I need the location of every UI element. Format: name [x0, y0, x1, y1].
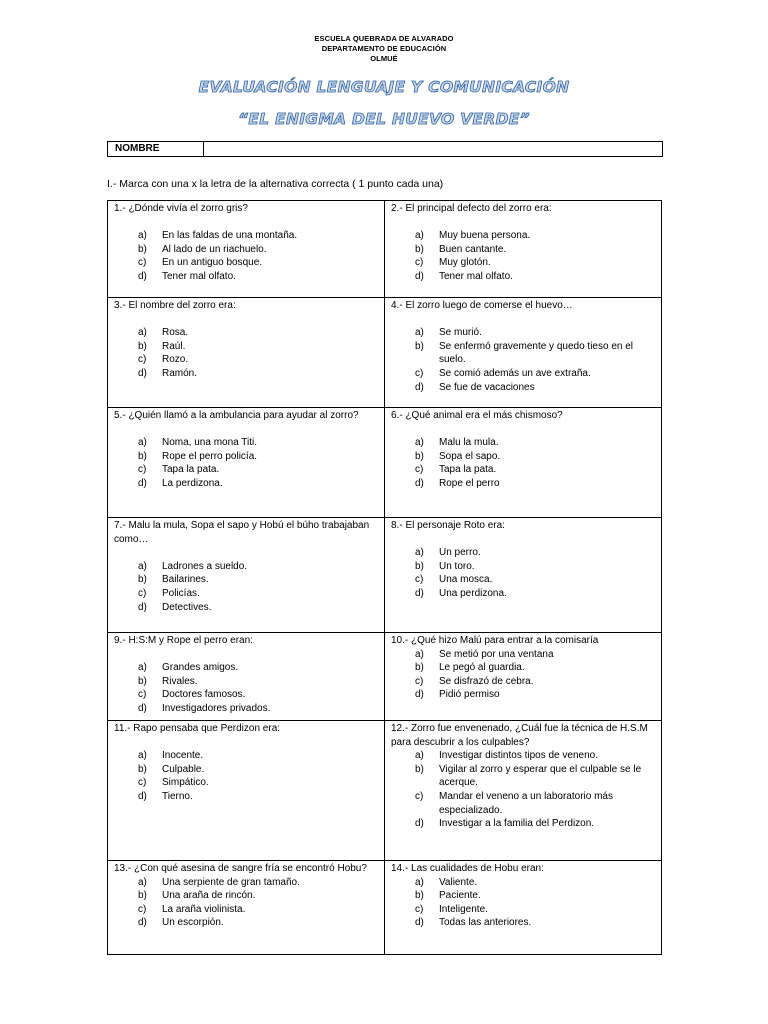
options-list — [391, 648, 655, 702]
option-text: Pidió permiso — [439, 689, 500, 701]
question-cell — [108, 721, 385, 861]
option-letter: b) — [415, 890, 424, 902]
option-letter: a) — [415, 547, 424, 559]
option-text: Detectives. — [162, 601, 212, 613]
option-text: Ladrones a sueldo. — [162, 560, 248, 572]
option-text: En un antiguo bosque. — [162, 257, 263, 269]
option-text: Investigar distintos tipos de veneno. — [439, 750, 598, 762]
name-field[interactable] — [204, 142, 662, 156]
option-text: Muy buena persona. — [439, 230, 531, 242]
option-letter: d) — [415, 587, 424, 599]
option-letter: d) — [138, 790, 147, 802]
options-list — [391, 326, 655, 394]
option-letter: b) — [138, 574, 147, 586]
option-text: Bailarines. — [162, 574, 209, 586]
option-letter: c) — [138, 587, 147, 599]
option-letter: b) — [415, 662, 424, 674]
question-row — [108, 298, 662, 408]
option-letter: d) — [138, 367, 147, 379]
option-letter: d) — [415, 917, 424, 929]
question-text: 11.- Rapo pensaba que Perdizon era: — [114, 723, 281, 734]
answer-option[interactable] — [114, 256, 378, 270]
answer-option[interactable] — [114, 702, 378, 716]
option-letter: b) — [415, 340, 424, 352]
options-list — [114, 326, 378, 380]
answer-option[interactable] — [114, 243, 378, 257]
questions-table — [107, 200, 662, 955]
answer-option[interactable] — [114, 450, 378, 464]
options-list — [114, 876, 378, 930]
question-row — [108, 518, 662, 633]
option-letter: c) — [415, 675, 424, 687]
option-letter: c) — [415, 574, 424, 586]
answer-option[interactable] — [391, 436, 655, 450]
option-text: Sopa el sapo. — [439, 450, 501, 462]
answer-option[interactable] — [391, 340, 655, 367]
option-text: Se comió además un ave extraña. — [439, 367, 591, 379]
answer-option[interactable] — [391, 477, 655, 491]
answer-option[interactable] — [114, 436, 378, 450]
option-text: Una mosca. — [439, 574, 493, 586]
answer-option[interactable] — [114, 326, 378, 340]
question-text: 3.- El nombre del zorro era: — [114, 300, 236, 311]
option-letter: a) — [138, 876, 147, 888]
answer-option[interactable] — [114, 477, 378, 491]
answer-option[interactable] — [114, 675, 378, 689]
question-cell — [385, 518, 662, 633]
question-text: 10.- ¿Qué hizo Malú para entrar a la comisaría — [391, 635, 599, 646]
option-letter: a) — [138, 327, 147, 339]
option-letter: c) — [415, 790, 424, 802]
option-letter: a) — [138, 560, 147, 572]
answer-option[interactable] — [391, 243, 655, 257]
answer-option[interactable] — [391, 675, 655, 689]
answer-option[interactable] — [391, 763, 655, 790]
answer-option[interactable] — [114, 903, 378, 917]
name-row — [107, 141, 663, 157]
option-letter: c) — [415, 367, 424, 379]
answer-option[interactable] — [391, 876, 655, 890]
answer-option[interactable] — [114, 353, 378, 367]
answer-option[interactable] — [391, 790, 655, 817]
answer-option[interactable] — [114, 367, 378, 381]
option-letter: b) — [415, 243, 424, 255]
question-cell — [385, 633, 662, 721]
question-cell — [385, 298, 662, 408]
question-text: 2.- El principal defecto del zorro era: — [391, 203, 552, 214]
option-text: Buen cantante. — [439, 243, 507, 255]
option-text: Investigadores privados. — [162, 702, 271, 714]
option-text: Grandes amigos. — [162, 662, 239, 674]
option-text: Todas las anteriores. — [439, 917, 532, 929]
option-letter: a) — [138, 662, 147, 674]
answer-option[interactable] — [391, 367, 655, 381]
answer-option[interactable] — [391, 573, 655, 587]
question-cell — [108, 518, 385, 633]
answer-option[interactable] — [391, 903, 655, 917]
option-letter: a) — [138, 750, 147, 762]
option-text: Inocente. — [162, 750, 204, 762]
answer-option[interactable] — [391, 661, 655, 675]
answer-option[interactable] — [391, 463, 655, 477]
option-text: Malu la mula. — [439, 437, 499, 449]
answer-option[interactable] — [114, 560, 378, 574]
option-text: Tener mal olfato. — [162, 270, 236, 282]
question-cell — [108, 298, 385, 408]
question-cell — [108, 408, 385, 518]
option-letter: a) — [415, 437, 424, 449]
option-letter: c) — [415, 903, 424, 915]
answer-option[interactable] — [391, 688, 655, 702]
option-text: Una serpiente de gran tamaño. — [162, 876, 300, 888]
option-text: Ramón. — [162, 367, 198, 379]
option-letter: b) — [138, 243, 147, 255]
question-text: 14.- Las cualidades de Hobu eran: — [391, 863, 544, 874]
question-cell — [385, 408, 662, 518]
answer-option[interactable] — [391, 817, 655, 831]
option-letter: a) — [415, 230, 424, 242]
question-row — [108, 861, 662, 955]
option-text: Policías. — [162, 587, 200, 599]
answer-option[interactable] — [391, 381, 655, 395]
option-text: Tierno. — [162, 790, 193, 802]
option-letter: a) — [415, 327, 424, 339]
option-text: Culpable. — [162, 763, 205, 775]
answer-option[interactable] — [114, 790, 378, 804]
option-letter: d) — [415, 689, 424, 701]
option-letter: d) — [415, 477, 424, 489]
option-letter: c) — [138, 354, 147, 366]
option-letter: b) — [138, 340, 147, 352]
option-letter: a) — [138, 230, 147, 242]
option-letter: d) — [138, 477, 147, 489]
answer-option[interactable] — [114, 340, 378, 354]
question-row — [108, 633, 662, 721]
option-letter: d) — [415, 381, 424, 393]
school-header — [0, 34, 768, 64]
option-text: Rozo. — [162, 354, 189, 366]
answer-option[interactable] — [114, 776, 378, 790]
question-row — [108, 408, 662, 518]
option-text: Raúl. — [162, 340, 186, 352]
question-cell — [385, 721, 662, 861]
department-name: DEPARTAMENTO DE EDUCACIÓN — [321, 44, 447, 53]
option-text: La araña violinista. — [162, 903, 246, 915]
option-letter: d) — [415, 270, 424, 282]
option-text: Un toro. — [439, 560, 475, 572]
option-letter: d) — [138, 702, 147, 714]
options-list — [391, 546, 655, 600]
option-text: Valiente. — [439, 876, 478, 888]
option-text: Paciente. — [439, 890, 481, 902]
options-list — [114, 436, 378, 490]
option-letter: d) — [138, 917, 147, 929]
answer-option[interactable] — [114, 688, 378, 702]
option-text: Doctores famosos. — [162, 689, 246, 701]
answer-option[interactable] — [391, 916, 655, 930]
option-text: Se disfrazó de cebra. — [439, 675, 534, 687]
question-text: 7.- Malu la mula, Sopa el sapo y Hobú el búho trabajaban como… — [114, 520, 370, 545]
option-text: Una araña de rincón. — [162, 890, 256, 902]
option-text: Rivales. — [162, 675, 198, 687]
option-text: Le pegó al guardia. — [439, 662, 525, 674]
question-text: 4.- El zorro luego de comerse el huevo… — [391, 300, 573, 311]
question-cell — [108, 201, 385, 298]
answer-option[interactable] — [391, 270, 655, 284]
option-letter: c) — [138, 257, 147, 269]
answer-option[interactable] — [114, 587, 378, 601]
question-text: 6.- ¿Qué animal era el más chismoso? — [391, 410, 563, 421]
option-text: En las faldas de una montaña. — [162, 230, 298, 242]
option-letter: a) — [415, 876, 424, 888]
answer-option[interactable] — [391, 648, 655, 662]
option-letter: d) — [138, 270, 147, 282]
options-list — [114, 560, 378, 614]
answer-option[interactable] — [114, 876, 378, 890]
instructions: I.- Marca con una x la letra de la alternativa correcta ( 1 punto cada una) — [107, 178, 444, 190]
answer-option[interactable] — [391, 256, 655, 270]
option-text: Tapa la pata. — [439, 464, 497, 476]
option-text: Inteligente. — [439, 903, 488, 915]
question-text: 1.- ¿Dónde vivía el zorro gris? — [114, 203, 248, 214]
option-text: Al lado de un riachuelo. — [162, 243, 267, 255]
option-text: Rosa. — [162, 327, 189, 339]
answer-option[interactable] — [114, 889, 378, 903]
option-text: Un escorpión. — [162, 917, 224, 929]
question-cell — [108, 633, 385, 721]
option-text: Un perro. — [439, 547, 481, 559]
option-letter: b) — [415, 763, 424, 775]
question-text: 5.- ¿Quién llamó a la ambulancia para ayudar al zorro? — [114, 410, 359, 421]
option-text: Rope el perro — [439, 477, 500, 489]
answer-option[interactable] — [391, 326, 655, 340]
option-text: Se enfermó gravemente y quedo tieso en el suelo. — [439, 340, 634, 366]
option-text: Mandar el veneno a un laboratorio más especializado. — [439, 790, 613, 816]
question-cell — [385, 201, 662, 298]
option-text: Simpático. — [162, 777, 209, 789]
answer-option[interactable] — [391, 450, 655, 464]
answer-option[interactable] — [114, 601, 378, 615]
city-name: OLMUÉ — [370, 54, 398, 63]
answer-option[interactable] — [391, 546, 655, 560]
answer-option[interactable] — [391, 749, 655, 763]
option-letter: b) — [138, 450, 147, 462]
option-letter: a) — [415, 648, 424, 660]
option-letter: b) — [138, 763, 147, 775]
option-text: Se fue de vacaciones — [439, 381, 535, 393]
option-letter: c) — [138, 689, 147, 701]
evaluation-title: EVALUACIÓN LENGUAJE Y COMUNICACIÓN — [198, 78, 570, 96]
option-text: Tener mal olfato. — [439, 270, 513, 282]
answer-option[interactable] — [391, 560, 655, 574]
option-letter: b) — [138, 675, 147, 687]
name-label: NOMBRE — [108, 142, 204, 156]
options-list — [114, 229, 378, 283]
option-text: Una perdizona. — [439, 587, 507, 599]
option-letter: d) — [415, 818, 424, 830]
story-title: “EL ENIGMA DEL HUEVO VERDE” — [238, 110, 530, 128]
option-text: Investigar a la familia del Perdizon. — [439, 818, 595, 830]
option-letter: c) — [415, 257, 424, 269]
option-letter: c) — [138, 777, 147, 789]
answer-option[interactable] — [391, 587, 655, 601]
answer-option[interactable] — [114, 229, 378, 243]
options-list — [391, 436, 655, 490]
question-text: 8.- El personaje Roto era: — [391, 520, 505, 531]
option-text: Se murió. — [439, 327, 482, 339]
options-list — [391, 876, 655, 930]
answer-option[interactable] — [114, 916, 378, 930]
question-cell — [108, 861, 385, 955]
option-letter: c) — [138, 464, 147, 476]
question-text: 13.- ¿Con qué asesina de sangre fría se encontró Hobu? — [114, 863, 367, 874]
question-text: 12.- Zorro fue envenenado, ¿Cuál fue la técnica de H.S.M para descubrir a los culpables? — [391, 723, 648, 748]
options-list — [114, 661, 378, 715]
option-letter: b) — [415, 560, 424, 572]
option-letter: c) — [138, 903, 147, 915]
answer-option[interactable] — [114, 763, 378, 777]
answer-option[interactable] — [114, 573, 378, 587]
option-letter: d) — [138, 601, 147, 613]
option-text: Muy glotón. — [439, 257, 491, 269]
option-text: Vigilar al zorro y esperar que el culpable se le acerque. — [439, 763, 642, 789]
option-text: La perdizona. — [162, 477, 223, 489]
question-cell — [385, 861, 662, 955]
option-letter: b) — [138, 890, 147, 902]
answer-option[interactable] — [114, 661, 378, 675]
answer-option[interactable] — [114, 463, 378, 477]
option-text: Se metió por una ventana — [439, 648, 554, 660]
option-text: Rope el perro policía. — [162, 450, 258, 462]
question-row — [108, 721, 662, 861]
answer-option[interactable] — [391, 889, 655, 903]
answer-option[interactable] — [391, 229, 655, 243]
option-letter: a) — [415, 750, 424, 762]
options-list — [391, 749, 655, 831]
question-row — [108, 201, 662, 298]
option-letter: b) — [415, 450, 424, 462]
school-name: ESCUELA QUEBRADA DE ALVARADO — [314, 34, 454, 43]
option-letter: a) — [138, 437, 147, 449]
option-letter: c) — [415, 464, 424, 476]
answer-option[interactable] — [114, 270, 378, 284]
answer-option[interactable] — [114, 749, 378, 763]
options-list — [391, 229, 655, 283]
option-text: Noma, una mona Titi. — [162, 437, 258, 449]
option-text: Tapa la pata. — [162, 464, 220, 476]
question-text: 9.- H:S:M y Rope el perro eran: — [114, 635, 253, 646]
options-list — [114, 749, 378, 803]
